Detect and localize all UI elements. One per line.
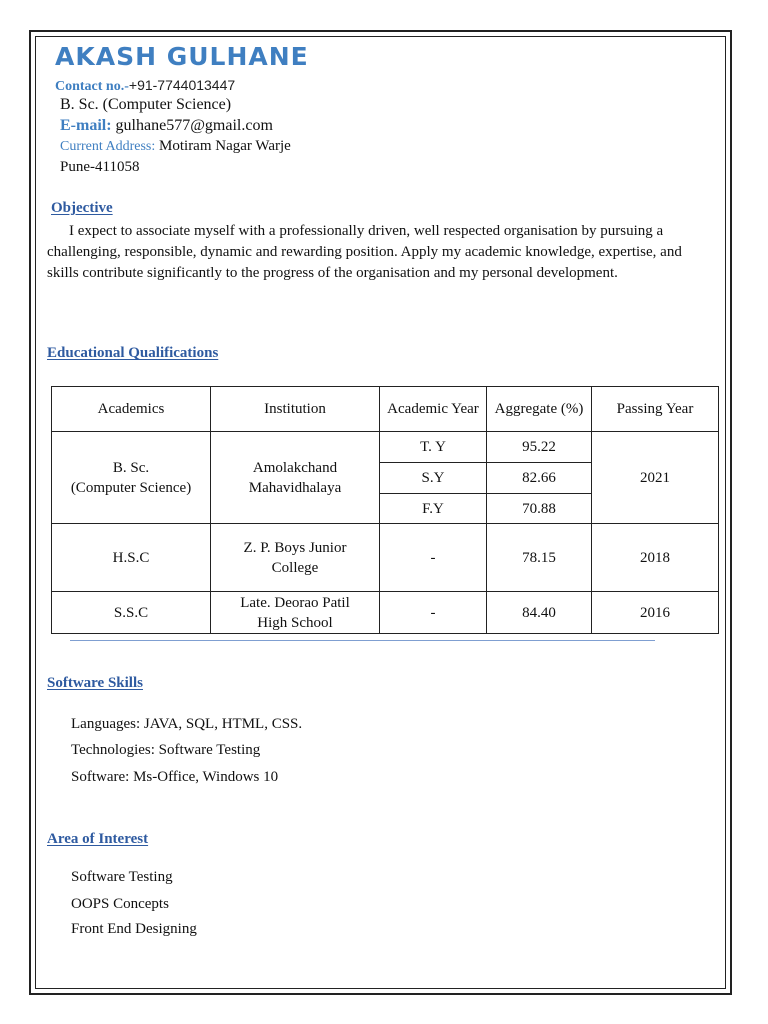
academics-cell: H.S.C [52, 524, 211, 592]
area-of-interest-heading: Area of Interest [47, 831, 149, 847]
column-header: Aggregate (%) [487, 387, 592, 432]
table-header-row [52, 387, 719, 432]
institution-cell [211, 592, 380, 634]
email-value: gulhane577@gmail.com [115, 117, 273, 134]
aggregate-cell: 78.15 [487, 524, 592, 592]
institution-line: Mahavidhalaya [248, 479, 342, 496]
institution-line: Amolakchand [252, 459, 338, 476]
objective-text: I expect to associate myself with a professionally driven, well respected organisation by pursuing a challenging, responsible, dynamic and rewarding position. Apply my academic knowledge, expertise, and skills contribute significantly to the progress of the organisation and my personal development. [47, 223, 682, 281]
institution-line: Late. Deorao Patil [240, 594, 350, 611]
column-header: Passing Year [592, 387, 719, 432]
aggregate-cell: 82.66 [487, 463, 592, 494]
software-skills-heading: Software Skills [47, 675, 143, 691]
aggregate-cell: 95.22 [487, 432, 592, 463]
interest-item: Front End Designing [71, 921, 197, 937]
academics-cell: S.S.C [52, 592, 211, 634]
skill-item: Technologies: Software Testing [71, 742, 261, 758]
aggregate-cell: 70.88 [487, 494, 592, 524]
year-cell: - [380, 524, 487, 592]
year-cell: F.Y [380, 494, 487, 524]
passing-year-cell: 2018 [592, 524, 719, 592]
address-line [60, 138, 291, 155]
interest-item: OOPS Concepts [71, 896, 169, 912]
institution-line: College [271, 559, 319, 576]
skill-item: Software: Ms-Office, Windows 10 [71, 769, 279, 785]
academics-line: (Computer Science) [70, 479, 192, 496]
contact-line [55, 77, 235, 95]
address-label: Current Address: [60, 139, 156, 154]
address-value: Motiram Nagar Warje [159, 138, 291, 154]
candidate-name: AKASH GULHANE [55, 42, 309, 71]
academics-cell [52, 432, 211, 524]
email-line [60, 117, 273, 135]
institution-line: Z. P. Boys Junior [243, 539, 347, 556]
institution-line: High School [257, 614, 333, 631]
passing-year-cell: 2021 [592, 432, 719, 524]
address-city: Pune-411058 [60, 159, 140, 175]
interest-item: Software Testing [71, 869, 173, 885]
institution-cell [211, 524, 380, 592]
table-row [52, 592, 719, 634]
column-header: Academic Year [380, 387, 487, 432]
column-header: Institution [211, 387, 380, 432]
table-row [52, 524, 719, 592]
section-divider [70, 640, 655, 641]
institution-cell [211, 432, 380, 524]
column-header: Academics [52, 387, 211, 432]
year-cell: - [380, 592, 487, 634]
contact-label: Contact no.- [55, 79, 129, 94]
aggregate-cell: 84.40 [487, 592, 592, 634]
year-cell: S.Y [380, 463, 487, 494]
table-row [52, 432, 719, 463]
year-cell: T. Y [380, 432, 487, 463]
contact-number: +91-7744013447 [128, 77, 236, 93]
education-heading: Educational Qualifications [47, 345, 219, 361]
passing-year-cell: 2016 [592, 592, 719, 634]
skill-item: Languages: JAVA, SQL, HTML, CSS. [71, 716, 303, 732]
email-label: E-mail: [60, 117, 112, 134]
academics-line: B. Sc. [112, 459, 150, 476]
education-table [51, 386, 719, 634]
degree-line: B. Sc. (Computer Science) [60, 96, 232, 113]
objective-heading: Objective [51, 200, 113, 216]
